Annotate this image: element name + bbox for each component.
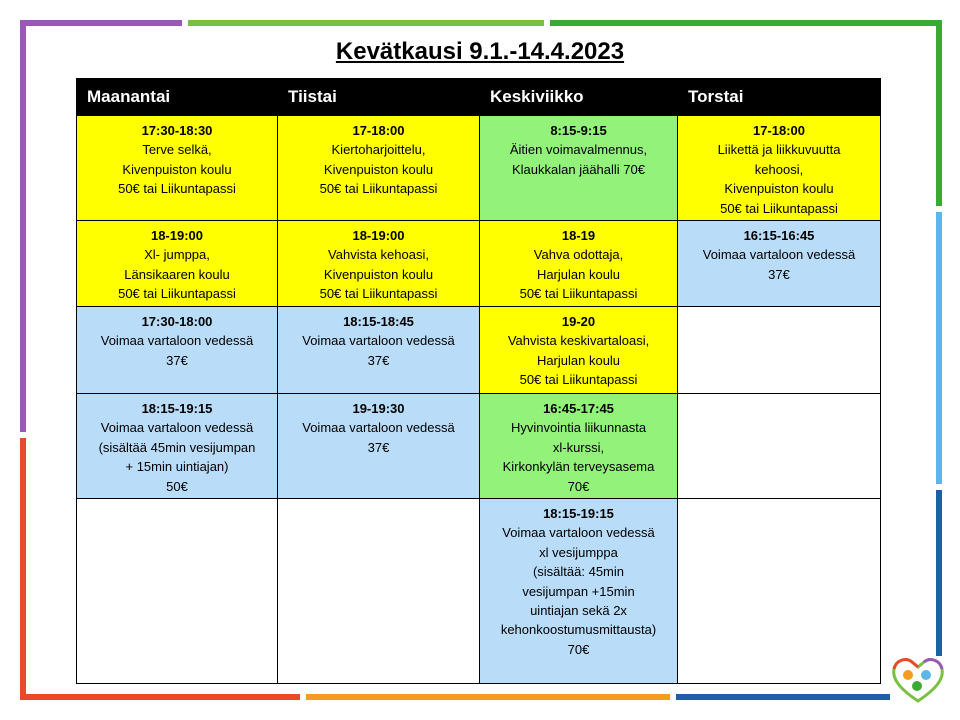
schedule-cell	[480, 221, 678, 307]
class-detail: 37€	[166, 352, 188, 368]
class-detail: 37€	[367, 352, 390, 368]
table-row	[77, 221, 881, 307]
class-time: 18:15-19:15	[141, 401, 213, 416]
class-detail: Harjulan koulu	[536, 266, 621, 282]
class-detail: 70€	[567, 641, 590, 657]
class-detail: + 15min uintiajan)	[125, 459, 229, 475]
schedule-cell	[278, 394, 480, 499]
class-detail: 50€ tai Liikuntapassi	[720, 200, 838, 216]
frame-right-blue	[936, 490, 942, 656]
class-detail: kehoosi,	[754, 161, 804, 177]
class-detail: uintiajan sekä 2x	[530, 603, 627, 619]
schedule-cell	[678, 394, 881, 499]
class-detail: Voimaa vartaloon vedessä	[502, 525, 655, 541]
class-time: 19-20	[561, 314, 596, 329]
header-wednesday: Keskiviikko	[480, 79, 678, 116]
class-detail: Äitien voimavalmennus,	[509, 142, 648, 158]
schedule-cell	[678, 116, 881, 221]
class-detail: 37€	[768, 266, 790, 282]
frame-top-purple	[20, 20, 182, 26]
schedule-cell	[480, 499, 678, 684]
class-detail: Kivenpuiston koulu	[323, 266, 434, 282]
class-time: 18:15-19:15	[543, 506, 614, 521]
frame-left-purple	[20, 20, 26, 432]
class-detail: xl vesijumppa	[539, 544, 618, 560]
class-detail: 50€ tai Liikuntapassi	[118, 181, 236, 197]
class-detail: 50€ tai Liikuntapassi	[319, 181, 438, 197]
class-time: 18-19:00	[352, 228, 405, 243]
table-row	[77, 394, 881, 499]
page-title: Kevätkausi 9.1.-14.4.2023	[335, 38, 625, 65]
class-detail: Terve selkä,	[142, 142, 212, 158]
schedule-cell	[678, 499, 881, 684]
class-time: 19-19:30	[352, 401, 405, 416]
class-detail: (sisältää 45min vesijumpan	[98, 439, 256, 455]
class-detail: Voimaa vartaloon vedessä	[302, 333, 455, 349]
frame-top-green	[188, 20, 544, 26]
schedule-cell	[278, 499, 480, 684]
class-detail: Vahvista keskivartaloasi,	[507, 333, 650, 349]
schedule-cell	[77, 394, 278, 499]
class-detail: (sisältää: 45min	[532, 564, 625, 580]
class-detail: 50€ tai Liikuntapassi	[118, 286, 236, 302]
schedule-cell	[77, 221, 278, 307]
class-detail: Voimaa vartaloon vedessä	[100, 420, 254, 436]
class-detail: Voimaa vartaloon vedessä	[100, 333, 254, 349]
frame-bottom-orange	[306, 694, 670, 700]
class-time: 18-19	[561, 228, 596, 243]
class-time: 16:45-17:45	[543, 401, 614, 416]
class-time: 16:15-16:45	[743, 228, 815, 243]
class-time: 18-19:00	[150, 228, 204, 243]
heart-logo-icon	[890, 655, 946, 703]
header-monday: Maanantai	[77, 79, 278, 116]
header-row	[77, 79, 881, 116]
schedule-table	[76, 78, 881, 684]
class-detail: 50€ tai Liikuntapassi	[319, 286, 438, 302]
class-time: 17:30-18:00	[141, 314, 213, 329]
class-detail: Länsikaaren koulu	[124, 266, 230, 282]
class-detail: Klaukkalan jäähalli 70€	[512, 161, 645, 177]
frame-left-red	[20, 438, 26, 700]
class-detail: Kivenpuiston koulu	[323, 161, 434, 177]
schedule-cell	[480, 307, 678, 394]
frame-bottom-red	[20, 694, 300, 700]
schedule-cell	[77, 116, 278, 221]
class-detail: Voimaa vartaloon vedessä	[302, 420, 455, 436]
class-detail: Kivenpuiston koulu	[122, 161, 232, 177]
class-detail: Harjulan koulu	[536, 352, 621, 368]
schedule-cell	[678, 307, 881, 394]
class-detail: 50€	[166, 478, 188, 494]
class-detail: Hyvinvointia liikunnasta	[510, 420, 647, 436]
schedule-cell	[278, 221, 480, 307]
class-time: 17-18:00	[752, 123, 806, 138]
class-detail: Voimaa vartaloon vedessä	[702, 247, 856, 263]
frame-bottom-blue	[676, 694, 890, 700]
class-detail: 50€ tai Liikuntapassi	[519, 372, 638, 388]
header-thursday: Torstai	[678, 79, 881, 116]
class-time: 8:15-9:15	[550, 123, 607, 138]
table-row	[77, 307, 881, 394]
class-detail: 70€	[567, 478, 590, 494]
frame-right-light-blue	[936, 212, 942, 484]
class-detail: Vahvista kehoasi,	[328, 247, 429, 263]
class-detail: Xl- jumppa,	[144, 247, 210, 263]
class-detail: 37€	[367, 439, 390, 455]
schedule-cell	[77, 499, 278, 684]
class-detail: 50€ tai Liikuntapassi	[519, 286, 638, 302]
table-row	[77, 499, 881, 684]
frame-top-dark-green	[550, 20, 942, 26]
class-detail: Kiertoharjoittelu,	[331, 142, 426, 158]
schedule-cell	[678, 221, 881, 307]
class-detail: Kivenpuiston koulu	[724, 181, 834, 197]
schedule-cell	[278, 116, 480, 221]
schedule-cell	[480, 116, 678, 221]
class-detail: Vahva odottaja,	[533, 247, 624, 263]
class-detail: kehonkoostumusmittausta)	[500, 622, 657, 638]
schedule-cell	[278, 307, 480, 394]
class-detail: vesijumpan +15min	[522, 583, 635, 599]
table-row	[77, 116, 881, 221]
schedule-cell	[480, 394, 678, 499]
class-time: 18:15-18:45	[343, 314, 414, 329]
schedule-body	[77, 116, 881, 684]
class-time: 17-18:00	[352, 123, 405, 138]
class-time: 17:30-18:30	[141, 123, 213, 138]
header-tuesday: Tiistai	[278, 79, 480, 116]
class-detail: xl-kurssi,	[552, 439, 605, 455]
class-detail: Kirkonkylän terveysasema	[502, 459, 655, 475]
schedule-cell	[77, 307, 278, 394]
class-detail: Liikettä ja liikkuvuutta	[717, 142, 841, 158]
